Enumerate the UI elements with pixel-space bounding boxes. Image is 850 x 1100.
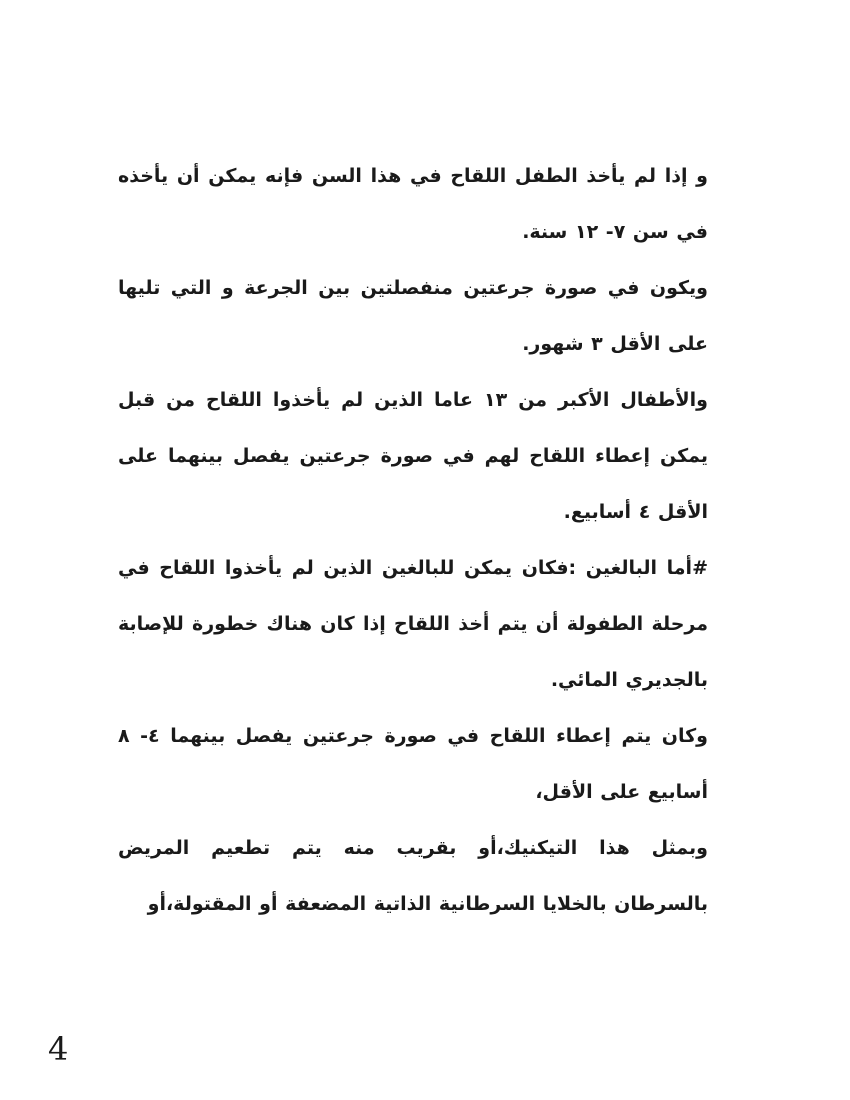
- document-body: [118, 148, 708, 932]
- paragraph-6: وبمثل هذا التيكنيك،أو بقريب منه يتم تطعيم المريض بالسرطان بالخلايا السرطانية الذاتية المضعفة أو المقتولة،أو: [118, 837, 708, 915]
- paragraph-1: و إذا لم يأخذ الطفل اللقاح في هذا السن فإنه يمكن أن يأخذه في سن ٧- ١٢ سنة.: [118, 165, 708, 243]
- paragraph-5: وكان يتم إعطاء اللقاح في صورة جرعتين يفصل بينهما ٤- ٨ أسابيع على الأقل،: [118, 725, 708, 803]
- paragraph-4: #أما البالغين :فكان يمكن للبالغين الذين لم يأخذوا اللقاح في مرحلة الطفولة أن يتم أخذ اللقاح إذا كان هناك خطورة للإصابة بالجديري المائي.: [118, 557, 708, 691]
- page-number: 4: [48, 1030, 69, 1068]
- paragraph-3: والأطفال الأكبر من ١٣ عاما الذين لم يأخذوا اللقاح من قبل يمكن إعطاء اللقاح لهم في صورة جرعتين يفصل بينهما على الأقل ٤ أسابيع.: [118, 389, 708, 523]
- paragraph-2: ويكون في صورة جرعتين منفصلتين بين الجرعة و التي تليها على الأقل ٣ شهور.: [118, 277, 708, 355]
